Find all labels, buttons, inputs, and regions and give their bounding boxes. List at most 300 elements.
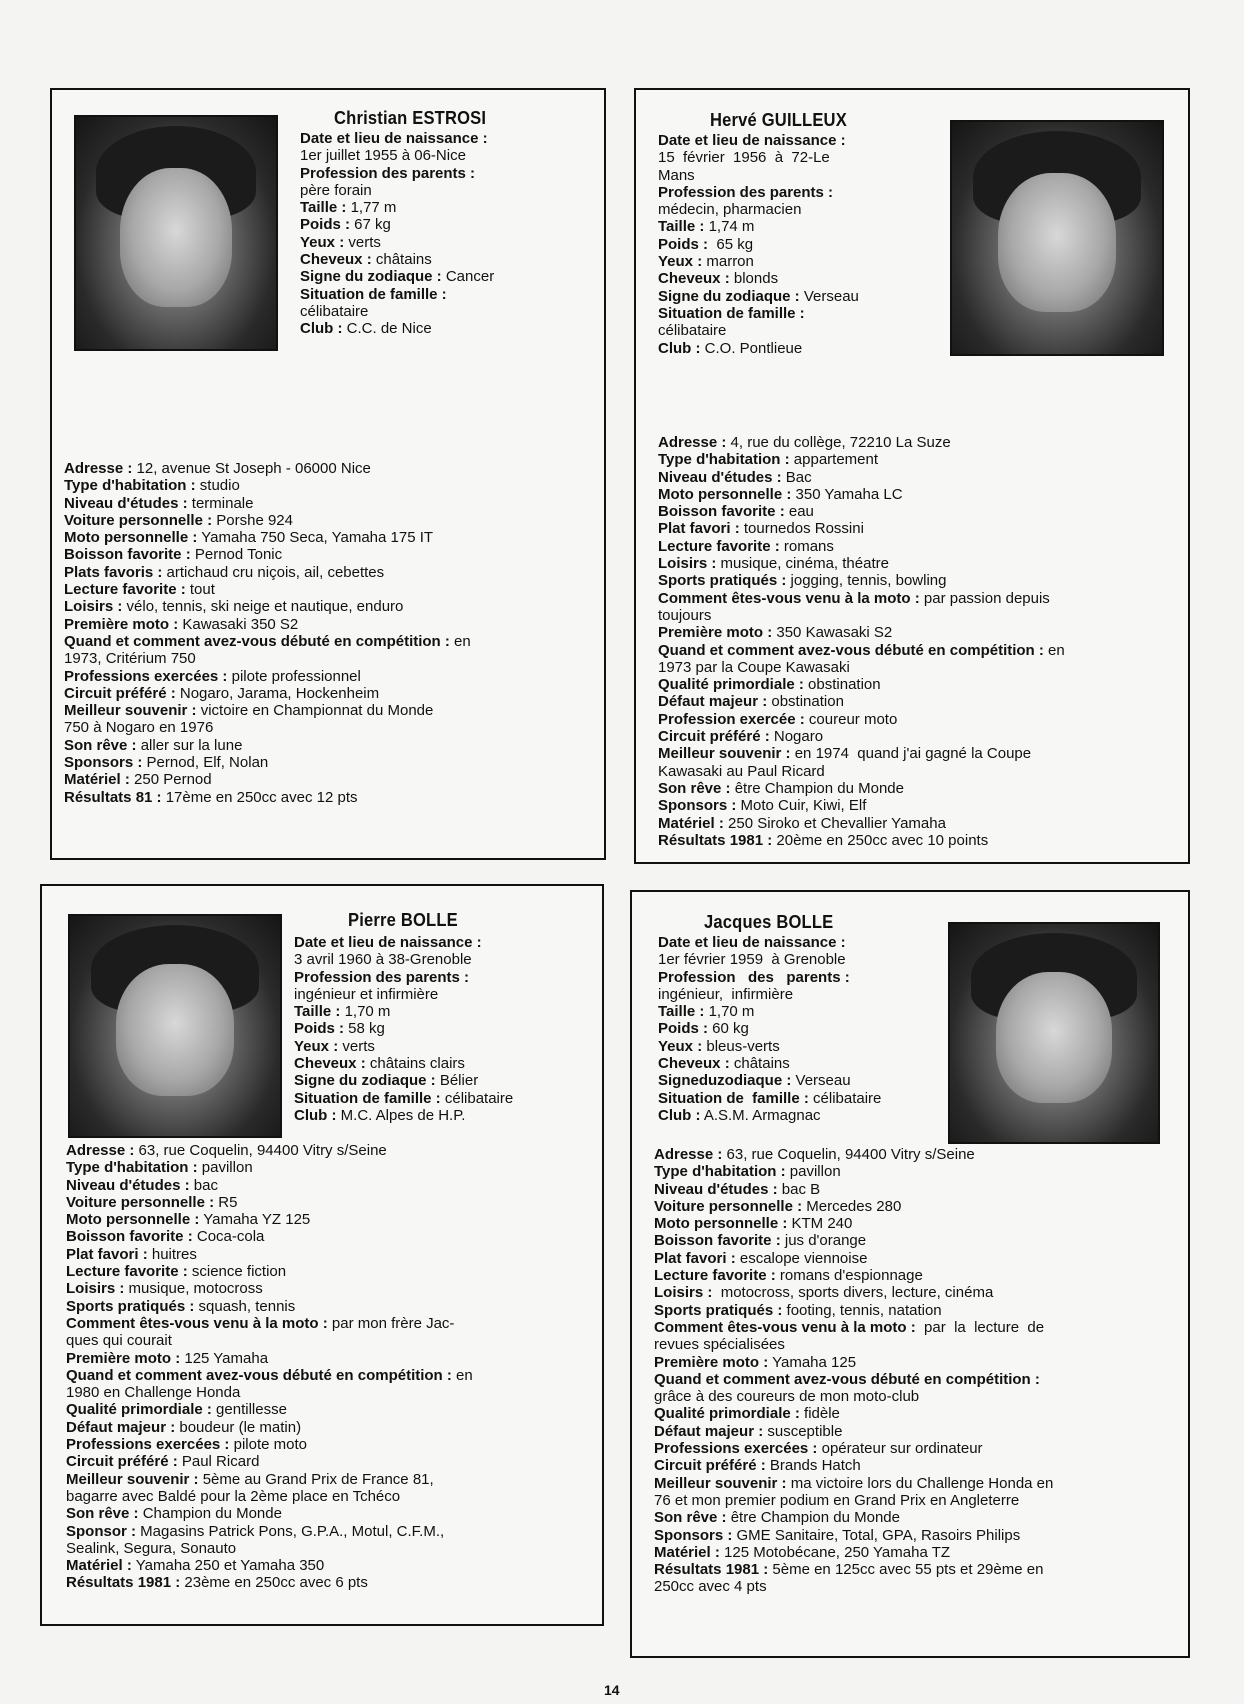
field-value: huitres — [147, 1245, 197, 1263]
field-line — [64, 789, 600, 806]
field-label: Boisson favorite : — [658, 503, 785, 521]
field-label: Matériel : — [66, 1557, 132, 1575]
field-label: Situation de famille : — [658, 304, 805, 322]
field-label: Défaut majeur : — [658, 693, 768, 711]
field-line — [66, 1453, 602, 1470]
field-value: Kawasaki 350 S2 — [178, 615, 299, 633]
field-label: Comment êtes-vous venu à la moto : — [66, 1314, 328, 1332]
field-line — [654, 1509, 1188, 1526]
field-line — [64, 650, 600, 667]
field-value: grâce à des coureurs de mon moto-club — [654, 1388, 920, 1406]
field-line — [658, 780, 1188, 797]
field-line — [64, 512, 600, 529]
field-line — [64, 477, 600, 494]
rider-name: Pierre BOLLE — [348, 910, 458, 930]
field-label: Voiture personnelle : — [66, 1193, 215, 1211]
field-line — [658, 149, 958, 166]
field-line — [658, 815, 1188, 832]
field-label: Plats favoris : — [64, 563, 163, 581]
field-line — [658, 270, 958, 287]
field-line — [654, 1492, 1188, 1509]
field-line — [654, 1146, 1188, 1163]
field-value: 65 kg — [708, 235, 754, 253]
field-line — [66, 1159, 602, 1176]
field-label: Sponsors : — [64, 754, 143, 772]
field-value: marron — [702, 253, 754, 271]
field-label: Son rêve : — [66, 1505, 139, 1523]
field-value: en — [451, 1366, 473, 1384]
field-line — [658, 538, 1188, 555]
field-line — [658, 486, 1188, 503]
field-label: Type d'habitation : — [66, 1159, 198, 1177]
field-line — [64, 668, 600, 685]
field-line — [658, 624, 1188, 641]
field-line — [658, 728, 1188, 745]
field-value: 3 avril 1960 à 38-Grenoble — [294, 951, 472, 969]
field-line — [658, 184, 958, 201]
field-line — [294, 951, 602, 968]
field-label: Résultats 1981 : — [66, 1574, 181, 1592]
field-label: Résultats 81 : — [64, 788, 162, 806]
field-label: Circuit préféré : — [64, 684, 176, 702]
field-value: science fiction — [187, 1263, 287, 1281]
field-line — [658, 322, 958, 339]
field-value: par passion depuis — [919, 589, 1050, 607]
field-line — [658, 763, 1188, 780]
field-line — [64, 685, 600, 702]
field-label: Quand et comment avez-vous débuté en compétition : — [64, 632, 450, 650]
field-value: fidèle — [799, 1405, 840, 1423]
field-label: Cheveux : — [658, 270, 730, 288]
field-line — [64, 564, 600, 581]
field-label: Type d'habitation : — [654, 1163, 786, 1181]
field-value: 60 kg — [708, 1020, 749, 1038]
field-line — [66, 1523, 602, 1540]
field-label: Taille : — [658, 218, 705, 236]
field-value: footing, tennis, natation — [782, 1301, 942, 1319]
field-value: 125 Yamaha — [180, 1349, 269, 1367]
field-line — [658, 676, 1188, 693]
field-value: 125 Motobécane, 250 Yamaha TZ — [719, 1543, 951, 1561]
field-value: châtains — [729, 1055, 790, 1073]
field-line — [66, 1505, 602, 1522]
field-value: Bélier — [435, 1072, 479, 1090]
field-value: Brands Hatch — [765, 1457, 861, 1475]
field-line — [64, 546, 600, 563]
field-value: opérateur sur ordinateur — [817, 1440, 983, 1458]
field-label: Boisson favorite : — [654, 1232, 781, 1250]
field-value: squash, tennis — [194, 1297, 296, 1315]
profile-top-details — [300, 130, 600, 338]
field-value: KTM 240 — [787, 1215, 853, 1233]
field-line — [294, 969, 602, 986]
profile-bottom-details — [64, 460, 600, 806]
field-line — [66, 1315, 602, 1332]
field-label: Meilleur souvenir : — [64, 702, 197, 720]
field-value: père forain — [300, 181, 372, 199]
rider-photo — [948, 922, 1160, 1144]
field-value: pilote moto — [229, 1436, 307, 1454]
field-line — [658, 572, 1188, 589]
field-value: en 1974 quand j'ai gagné la Coupe — [790, 745, 1032, 763]
field-value: Mans — [658, 166, 695, 184]
field-label: Club : — [658, 1106, 701, 1124]
field-line — [654, 1405, 1188, 1422]
field-label: Matériel : — [658, 814, 724, 832]
field-label: Date et lieu de naissance : — [294, 934, 482, 951]
profile-bottom-details — [658, 434, 1188, 849]
field-label: Signe du zodiaque : — [658, 287, 800, 305]
field-label: Poids : — [294, 1020, 345, 1038]
field-value: Pernod, Elf, Nolan — [142, 754, 269, 772]
field-label: Profession exercée : — [658, 710, 805, 728]
field-line — [658, 434, 1188, 451]
field-line — [654, 1267, 1188, 1284]
field-label: Cheveux : — [300, 251, 372, 269]
profile-bottom-details — [654, 1146, 1188, 1596]
field-label: Sponsors : — [658, 797, 737, 815]
field-line — [658, 305, 958, 322]
field-line — [658, 1072, 958, 1089]
field-label: Adresse : — [654, 1146, 723, 1163]
field-line — [654, 1198, 1188, 1215]
field-value: escalope viennoise — [735, 1249, 868, 1267]
field-value: verts — [344, 233, 381, 251]
field-line — [300, 182, 600, 199]
field-label: Loisirs : — [66, 1280, 125, 1298]
field-value: Nogaro — [769, 728, 824, 746]
field-value: coureur moto — [804, 710, 898, 728]
field-label: Taille : — [294, 1003, 341, 1021]
field-label: Voiture personnelle : — [64, 511, 213, 529]
field-label: Boisson favorite : — [66, 1228, 193, 1246]
field-line — [66, 1436, 602, 1453]
field-value: motocross, sports divers, lecture, cinéma — [712, 1284, 994, 1302]
field-line — [294, 934, 602, 951]
field-line — [654, 1354, 1188, 1371]
field-label: Poids : — [300, 216, 351, 234]
field-line — [300, 199, 600, 216]
field-value: obstination — [767, 693, 844, 711]
field-label: Plat favori : — [66, 1245, 148, 1263]
field-value: 250 Pernod — [129, 771, 212, 789]
field-line — [294, 1003, 602, 1020]
field-value: pilote professionnel — [227, 667, 361, 685]
field-value: Yamaha 250 et Yamaha 350 — [131, 1557, 325, 1575]
field-line — [654, 1250, 1188, 1267]
field-line — [66, 1177, 602, 1194]
field-line — [658, 693, 1188, 710]
field-label: Club : — [300, 320, 343, 338]
field-line — [66, 1384, 602, 1401]
field-line — [654, 1388, 1188, 1405]
field-value: être Champion du Monde — [730, 779, 904, 797]
field-line — [64, 737, 600, 754]
field-value: GME Sanitaire, Total, GPA, Rasoirs Philips — [732, 1526, 1021, 1544]
field-value: M.C. Alpes de H.P. — [336, 1106, 466, 1124]
field-value: susceptible — [763, 1422, 843, 1440]
field-label: Qualité primordiale : — [66, 1401, 212, 1419]
field-line — [66, 1246, 602, 1263]
field-label: Plat favori : — [654, 1249, 736, 1267]
field-value: 17ème en 250cc avec 12 pts — [161, 788, 358, 806]
field-label: Son rêve : — [654, 1509, 727, 1527]
field-line — [658, 607, 1188, 624]
field-value: romans — [779, 537, 834, 555]
field-label: Moto personnelle : — [658, 485, 792, 503]
field-value: 1973 par la Coupe Kawasaki — [658, 658, 850, 676]
field-line — [658, 469, 1188, 486]
field-value: 67 kg — [350, 216, 391, 234]
field-line — [658, 503, 1188, 520]
field-value: bleus-verts — [702, 1037, 780, 1055]
field-line — [654, 1284, 1188, 1301]
rider-name: Jacques BOLLE — [704, 912, 834, 932]
rider-name: Christian ESTROSI — [334, 108, 487, 128]
field-label: Résultats 1981 : — [658, 831, 773, 849]
field-line — [66, 1211, 602, 1228]
field-line — [66, 1574, 602, 1591]
field-label: Son rêve : — [64, 736, 137, 754]
field-value: victoire en Championnat du Monde — [196, 702, 434, 720]
field-label: Circuit préféré : — [658, 728, 770, 746]
field-value: gentillesse — [211, 1401, 287, 1419]
field-line — [294, 986, 602, 1003]
field-value: 250 Siroko et Chevallier Yamaha — [723, 814, 946, 832]
field-line — [66, 1142, 602, 1159]
field-line — [300, 216, 600, 233]
field-line — [300, 251, 600, 268]
field-line — [658, 1090, 958, 1107]
field-line — [64, 633, 600, 650]
page-number: 14 — [604, 1682, 620, 1698]
field-line — [658, 832, 1188, 849]
field-line — [66, 1298, 602, 1315]
field-label: Adresse : — [64, 460, 133, 477]
field-value: 23ème en 250cc avec 6 pts — [180, 1574, 368, 1592]
field-value: ingénieur et infirmière — [294, 985, 439, 1003]
field-line — [658, 201, 958, 218]
field-line — [294, 1055, 602, 1072]
field-label: Sports pratiqués : — [654, 1301, 783, 1319]
field-value: 76 et mon premier podium en Grand Prix en Angleterre — [654, 1491, 1020, 1509]
field-label: Niveau d'études : — [658, 468, 782, 486]
field-line — [66, 1332, 602, 1349]
field-line — [658, 253, 958, 270]
field-label: Qualité primordiale : — [658, 676, 804, 694]
field-line — [66, 1280, 602, 1297]
field-value: Coca-cola — [192, 1228, 265, 1246]
field-line — [64, 581, 600, 598]
field-label: Meilleur souvenir : — [654, 1474, 787, 1492]
field-value: bac — [189, 1176, 218, 1194]
field-line — [66, 1228, 602, 1245]
field-value: bagarre avec Baldé pour la 2ème place en Tchéco — [66, 1487, 401, 1505]
field-line — [658, 986, 958, 1003]
field-label: Quand et comment avez-vous débuté en compétition : — [654, 1370, 1040, 1388]
field-line — [654, 1302, 1188, 1319]
field-line — [294, 1072, 602, 1089]
field-value: 5ème en 125cc avec 55 pts et 29ème en — [768, 1561, 1044, 1579]
field-line — [658, 1003, 958, 1020]
field-line — [66, 1419, 602, 1436]
field-value: 1980 en Challenge Honda — [66, 1384, 241, 1402]
field-line — [658, 451, 1188, 468]
field-label: Taille : — [658, 1003, 705, 1021]
field-label: Lecture favorite : — [654, 1267, 776, 1285]
field-line — [658, 218, 958, 235]
field-value: 20ème en 250cc avec 10 points — [772, 831, 989, 849]
field-label: Sports pratiqués : — [66, 1297, 195, 1315]
field-label: Première moto : — [66, 1349, 181, 1367]
field-label: Type d'habitation : — [64, 477, 196, 495]
field-line — [658, 745, 1188, 762]
field-value: en — [449, 632, 471, 650]
field-label: Lecture favorite : — [658, 537, 780, 555]
field-label: Yeux : — [300, 233, 345, 251]
field-value: musique, cinéma, théatre — [716, 555, 889, 573]
field-label: Cheveux : — [294, 1055, 366, 1073]
field-line — [66, 1557, 602, 1574]
field-value: C.C. de Nice — [342, 320, 432, 338]
field-line — [658, 1038, 958, 1055]
field-line — [64, 598, 600, 615]
field-value: ma victoire lors du Challenge Honda en — [786, 1474, 1054, 1492]
field-line — [658, 555, 1188, 572]
field-label: Comment êtes-vous venu à la moto : — [654, 1318, 916, 1336]
field-value: 750 à Nogaro en 1976 — [64, 719, 214, 737]
field-line — [300, 147, 600, 164]
field-label: Signeduzodiaque : — [658, 1072, 792, 1090]
field-line — [294, 1020, 602, 1037]
field-value: Bac — [781, 468, 812, 486]
rider-photo — [74, 115, 278, 351]
field-value: pavillon — [197, 1159, 253, 1177]
field-line — [658, 934, 958, 951]
field-value: 350 Yamaha LC — [791, 485, 903, 503]
field-label: Son rêve : — [658, 779, 731, 797]
field-label: Niveau d'études : — [654, 1180, 778, 1198]
field-value: Paul Ricard — [177, 1453, 260, 1471]
field-value: en — [1043, 641, 1065, 659]
field-line — [300, 303, 600, 320]
profile-top-details — [658, 132, 958, 357]
field-line — [654, 1319, 1188, 1336]
field-value: célibataire — [300, 302, 369, 320]
field-line — [658, 167, 958, 184]
profile-card-guilleux — [634, 88, 1190, 864]
profile-top-details — [658, 934, 958, 1124]
field-value: 1er juillet 1955 à 06-Nice — [300, 147, 466, 165]
field-value: artichaud cru niçois, ail, cebettes — [162, 563, 385, 581]
field-label: Lecture favorite : — [64, 581, 186, 599]
field-line — [294, 1090, 602, 1107]
field-label: Niveau d'études : — [66, 1176, 190, 1194]
field-line — [64, 460, 600, 477]
field-value: pavillon — [785, 1163, 841, 1181]
field-value: Yamaha YZ 125 — [199, 1211, 311, 1229]
field-line — [658, 590, 1188, 607]
field-line — [64, 771, 600, 788]
profile-bottom-details — [66, 1142, 602, 1592]
field-line — [658, 711, 1188, 728]
field-line — [64, 719, 600, 736]
field-label: Loisirs : — [64, 598, 123, 616]
field-label: Professions exercées : — [66, 1436, 230, 1454]
field-label: Niveau d'études : — [64, 494, 188, 512]
field-value: Kawasaki au Paul Ricard — [658, 762, 825, 780]
field-value: Sealink, Segura, Sonauto — [66, 1539, 237, 1557]
field-label: Sponsors : — [654, 1526, 733, 1544]
field-label: Poids : — [658, 235, 709, 253]
field-value: Cancer — [441, 268, 495, 286]
field-line — [658, 520, 1188, 537]
field-value: aller sur la lune — [136, 736, 243, 754]
field-line — [300, 268, 600, 285]
field-value: A.S.M. Armagnac — [700, 1106, 821, 1124]
field-value: eau — [784, 503, 814, 521]
field-label: Loisirs : — [654, 1284, 713, 1302]
field-value: Porshe 924 — [212, 511, 293, 529]
field-label: Meilleur souvenir : — [658, 745, 791, 763]
field-value: par mon frère Jac- — [327, 1314, 455, 1332]
field-line — [654, 1336, 1188, 1353]
field-label: Moto personnelle : — [64, 529, 198, 547]
field-value: musique, motocross — [124, 1280, 263, 1298]
field-line — [64, 754, 600, 771]
field-line — [654, 1440, 1188, 1457]
field-value: R5 — [214, 1193, 238, 1211]
field-line — [658, 288, 958, 305]
field-line — [66, 1194, 602, 1211]
field-label: Boisson favorite : — [64, 546, 191, 564]
field-label: Adresse : — [658, 434, 727, 451]
field-line — [66, 1471, 602, 1488]
field-line — [658, 951, 958, 968]
field-value: Moto Cuir, Kiwi, Elf — [736, 797, 867, 815]
field-label: Taille : — [300, 199, 347, 217]
field-label: Moto personnelle : — [654, 1215, 788, 1233]
field-value: 15 février 1956 à 72-Le — [658, 149, 830, 167]
field-line — [654, 1578, 1188, 1595]
field-label: Voiture personnelle : — [654, 1197, 803, 1215]
field-value: médecin, pharmacien — [658, 201, 802, 219]
field-label: Défaut majeur : — [654, 1422, 764, 1440]
field-label: Résultats 1981 : — [654, 1561, 769, 1579]
field-line — [658, 1107, 958, 1124]
field-value: Verseau — [799, 287, 859, 305]
profile-card-pierre-bolle — [40, 884, 604, 1626]
field-label: Situation de famille : — [658, 1089, 809, 1107]
field-label: Première moto : — [654, 1353, 769, 1371]
field-label: Profession des parents : — [300, 164, 476, 182]
field-value: 1er février 1959 à Grenoble — [658, 951, 846, 969]
profile-card-jacques-bolle — [630, 890, 1190, 1658]
field-line — [658, 659, 1188, 676]
field-value: 4, rue du collège, 72210 La Suze — [726, 434, 951, 451]
field-value: appartement — [789, 451, 879, 469]
field-label: Quand et comment avez-vous débuté en compétition : — [66, 1366, 452, 1384]
field-line — [66, 1350, 602, 1367]
profile-card-estrosi — [50, 88, 606, 860]
field-value: Nogaro, Jarama, Hockenheim — [175, 684, 380, 702]
field-value: être Champion du Monde — [726, 1509, 900, 1527]
field-value: boudeur (le matin) — [175, 1418, 302, 1436]
field-label: Plat favori : — [658, 520, 740, 538]
field-label: Date et lieu de naissance : — [300, 130, 488, 147]
field-value: terminale — [187, 494, 254, 512]
field-label: Club : — [294, 1106, 337, 1124]
